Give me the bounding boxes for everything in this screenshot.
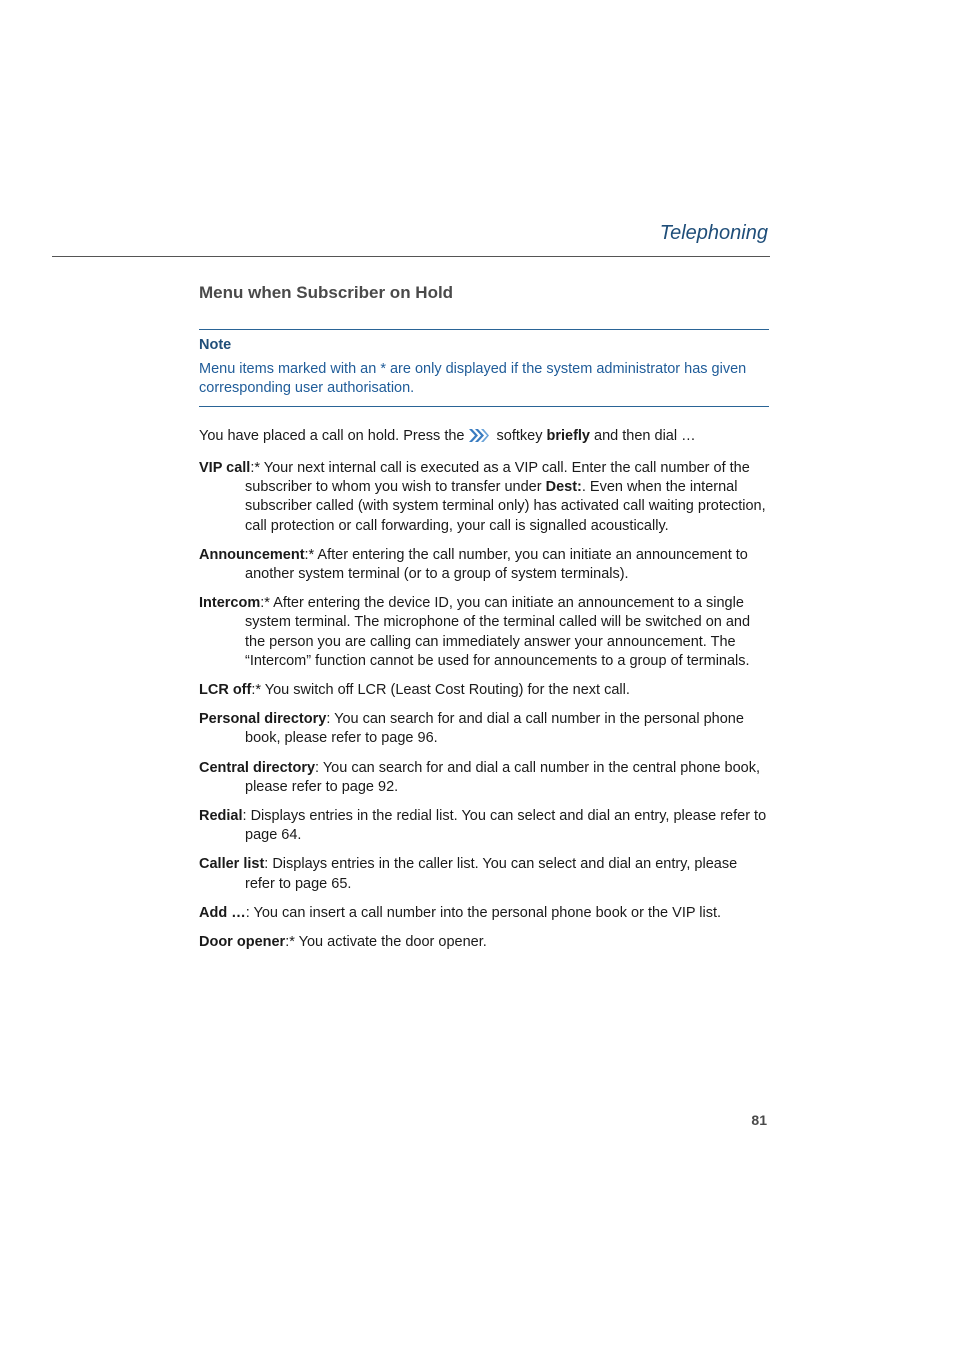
menu-item-caller-list	[199, 855, 769, 893]
note-text: Menu items marked with an * are only displayed if the system administrator has given corresponding user authorisation.	[199, 361, 747, 396]
menu-item-intercom	[199, 594, 769, 671]
page-number: 81	[751, 1112, 767, 1128]
item-term: Central directory	[199, 759, 316, 776]
item-text: :* After entering the device ID, you can initiate an announcement to a single system terminal. The microphone of the terminal called will be switched on and the person you are calling can immediately answer your announcement. The “Intercom” function cannot be used for announcements to a group of terminals.	[245, 595, 751, 669]
item-text: : Displays entries in the redial list. You can select and dial an entry, please refer to page 64.	[242, 808, 767, 844]
menu-item-personal-directory	[199, 710, 769, 748]
header-rule	[52, 256, 770, 257]
menu-item-central-directory	[199, 759, 769, 797]
item-term: Door opener	[199, 934, 286, 951]
item-text: :* You activate the door opener.	[285, 934, 487, 951]
item-term: Add …	[199, 904, 246, 921]
page-content	[199, 283, 769, 962]
intro-text-after: and then dial …	[594, 428, 696, 444]
item-text: : You can search for and dial a call number in the personal phone book, please refer to page 96.	[245, 711, 744, 747]
item-term: Intercom	[199, 595, 261, 612]
item-term: LCR off	[199, 682, 252, 699]
item-text: : Displays entries in the caller list. You can select and dial an entry, please refer to page 65.	[245, 856, 738, 892]
intro-text-before: You have placed a call on hold. Press the	[199, 428, 465, 444]
item-text: :* Your next internal call is executed as a VIP call. Enter the call number of the subscriber to whom you wish to transfer under	[245, 460, 750, 496]
menu-item-redial	[199, 807, 769, 845]
menu-item-announcement	[199, 546, 769, 584]
item-term: Personal directory	[199, 711, 327, 728]
section-title: Menu when Subscriber on Hold	[199, 283, 454, 302]
intro-softkey-word: softkey	[496, 428, 543, 444]
item-text: :* You switch off LCR (Least Cost Routing) for the next call.	[251, 682, 630, 699]
note-box	[199, 329, 769, 407]
menu-item-vip-call	[199, 459, 769, 536]
intro-bold: briefly	[546, 428, 590, 444]
double-chevron-right-icon	[467, 428, 489, 449]
menu-item-door-opener	[199, 933, 769, 952]
item-text: : You can search for and dial a call number in the central phone book, please refer to page 92.	[245, 759, 761, 795]
menu-item-lcr-off	[199, 681, 769, 700]
item-text: :* After entering the call number, you can initiate an announcement to another system terminal (or to a group of system terminals).	[245, 546, 748, 583]
menu-item-add	[199, 904, 769, 923]
item-term: Caller list	[199, 856, 265, 873]
item-text: : You can insert a call number into the personal phone book or the VIP list.	[245, 904, 722, 921]
note-title: Note	[199, 337, 232, 353]
item-bold-dest: Dest:	[545, 479, 582, 496]
item-term: Announcement	[199, 546, 305, 563]
item-term: VIP call	[199, 460, 251, 476]
item-text-cont: . Even when the internal subscriber called (with system terminal only) has activated call waiting protection, call protection or call forwarding, your call is signalled acoustically.	[245, 479, 766, 534]
chapter-title: Telephoning	[659, 222, 768, 244]
item-term: Redial	[199, 808, 243, 825]
intro-paragraph	[199, 427, 769, 449]
